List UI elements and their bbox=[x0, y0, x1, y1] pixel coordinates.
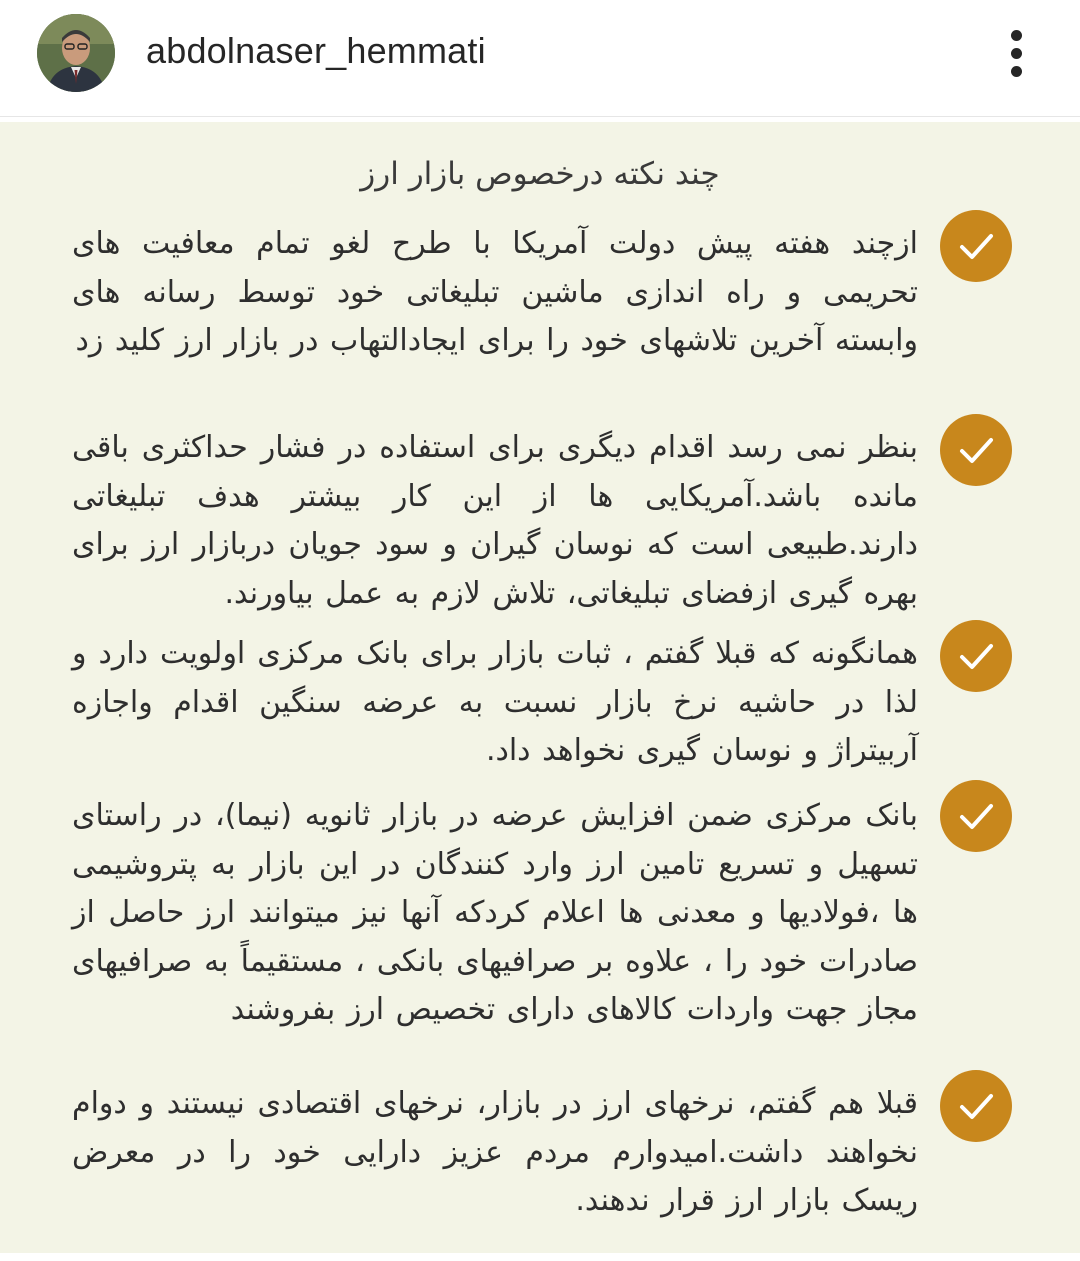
point-text: بانک مرکزی ضمن افزایش عرضه در بازار ثانویه (نیما)، در راستای تسهیل و تسریع تامین ارز وارد کنندگان در این بازار به پتروشیمی ها ،فولادیها و معدنی ها اعلام کردکه آنها نیز میتوانند ارز حاصل از صادرات خود را ، علاوه بر صرافیهای بانکی ، مستقیماً به صرافیهای مجاز جهت واردات کالاهای دارای تخصیص ارز بفروشند bbox=[72, 798, 918, 1027]
check-circle-icon bbox=[940, 1070, 1012, 1142]
bottom-divider bbox=[0, 1253, 1080, 1261]
check-circle-icon bbox=[940, 210, 1012, 282]
point-text: همانگونه که قبلا گفتم ، ثبات بازار برای بانک مرکزی اولویت دارد و لذا در حاشیه نرخ بازار نسبت به عرضه سنگین اقدام واجازه آربیتراژ و نوسان گیری نخواهد داد. bbox=[72, 636, 918, 768]
check-circle-icon bbox=[940, 780, 1012, 852]
point-text: ازچند هفته پیش دولت آمریکا با طرح لغو تمام معافیت های تحریمی و راه اندازی ماشین تبلیغاتی خود توسط رسانه های وابسته آخرین تلاشهای خود را برای ایجادالتهاب در بازار ارز کلید زد bbox=[72, 226, 918, 358]
vertical-dots-icon[interactable] bbox=[1002, 30, 1032, 78]
point-text: قبلا هم گفتم، نرخهای ارز در بازار، نرخهای اقتصادی نیستند و دوام نخواهند داشت.امیدوارم مردم عزیز دارایی خود را در معرض ریسک بازار ارز قرار ندهند. bbox=[72, 1086, 918, 1218]
post-header bbox=[0, 0, 1080, 117]
profile-photo-icon bbox=[37, 14, 115, 92]
point-text: بنظر نمی رسد اقدام دیگری برای استفاده در فشار حداکثری باقی مانده باشد.آمریکایی ها از این کار بیشتر هدف تبلیغاتی دارند.طبیعی است که نوسان گیران و سود جویان دربازار ارز برای بهره گیری ازفضای تبلیغاتی، تلاش لازم به عمل بیاورند. bbox=[72, 430, 918, 611]
post-title: چند نکته درخصوص بازار ارز bbox=[360, 156, 720, 192]
avatar[interactable] bbox=[37, 14, 115, 92]
check-circle-icon bbox=[940, 414, 1012, 486]
check-circle-icon bbox=[940, 620, 1012, 692]
username[interactable]: abdolnaser_hemmati bbox=[146, 30, 486, 71]
